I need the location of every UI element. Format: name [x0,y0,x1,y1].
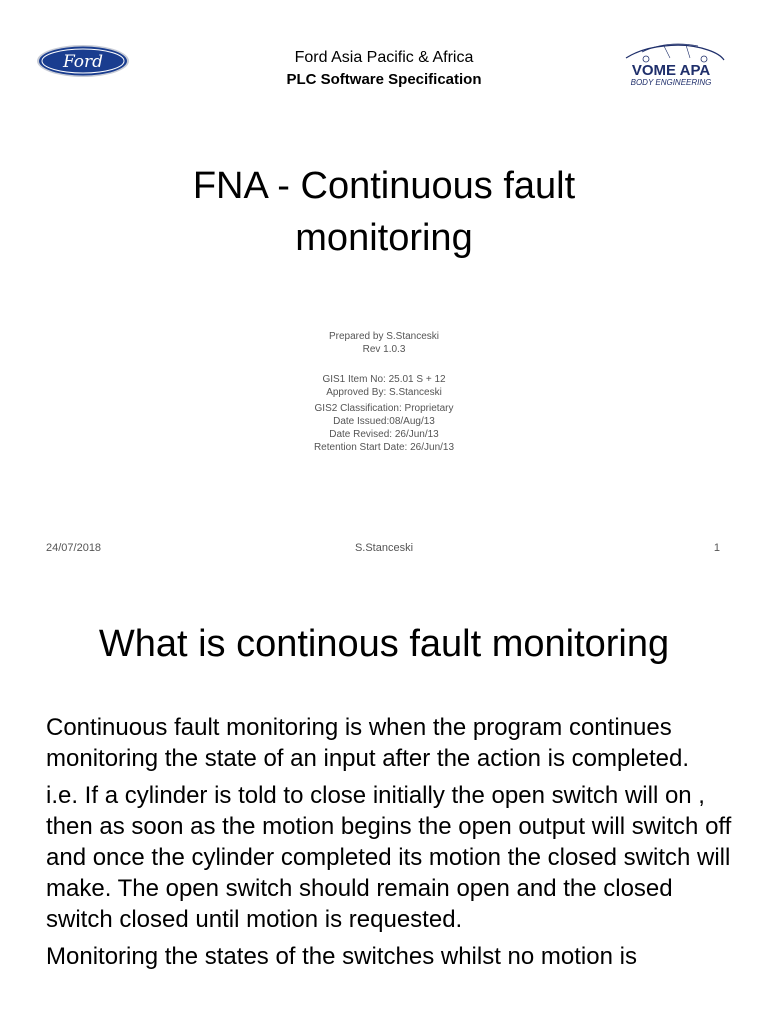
gis1-item: GIS1 Item No: 25.01 S + 12 [322,374,446,385]
body-paragraph: Monitoring the states of the switches whilst no motion is [46,943,637,970]
org-name: Ford Asia Pacific & Africa [294,49,474,66]
date-issued: Date Issued:08/Aug/13 [333,416,435,427]
approved-by: Approved By: S.Stanceski [326,387,442,398]
revision: Rev 1.0.3 [362,344,406,355]
document-title: FNA - Continuous fault monitoring [192,165,576,259]
prepared-by: Prepared by S.Stanceski [328,331,440,342]
slide-body [46,712,736,978]
spec-title: PLC Software Specification [286,71,482,88]
footer-author: S.Stanceski [354,542,414,554]
gis2-classification: GIS2 Classification: Proprietary [314,403,454,414]
content-slide [0,580,768,1024]
document-metadata [234,330,534,454]
footer-page-number: 1 [713,542,720,554]
vome-logo-line1: VOME APA [631,62,711,79]
retention-start-date: Retention Start Date: 26/Jun/13 [313,442,455,453]
header-titles [200,47,568,91]
ford-logo [36,44,130,78]
slide-title: What is continous fault monitoring [98,623,670,665]
body-paragraph: Continuous fault monitoring is when the program continues monitoring the state of an input after the action is completed. [46,714,690,772]
ford-logo-text: Ford [62,52,104,72]
vome-logo-line2: BODY ENGINEERING [630,78,712,87]
vome-apa-logo [612,36,730,90]
date-revised: Date Revised: 26/Jun/13 [329,429,439,440]
body-paragraph: i.e. If a cylinder is told to close initially the open switch will on , then as soon as the motion begins the open output will switch off and once the cylinder completed its motion the closed switch will make. The open switch should remain open and the closed switch closed until motion is requested. [46,782,732,933]
footer-date: 24/07/2018 [46,542,102,554]
